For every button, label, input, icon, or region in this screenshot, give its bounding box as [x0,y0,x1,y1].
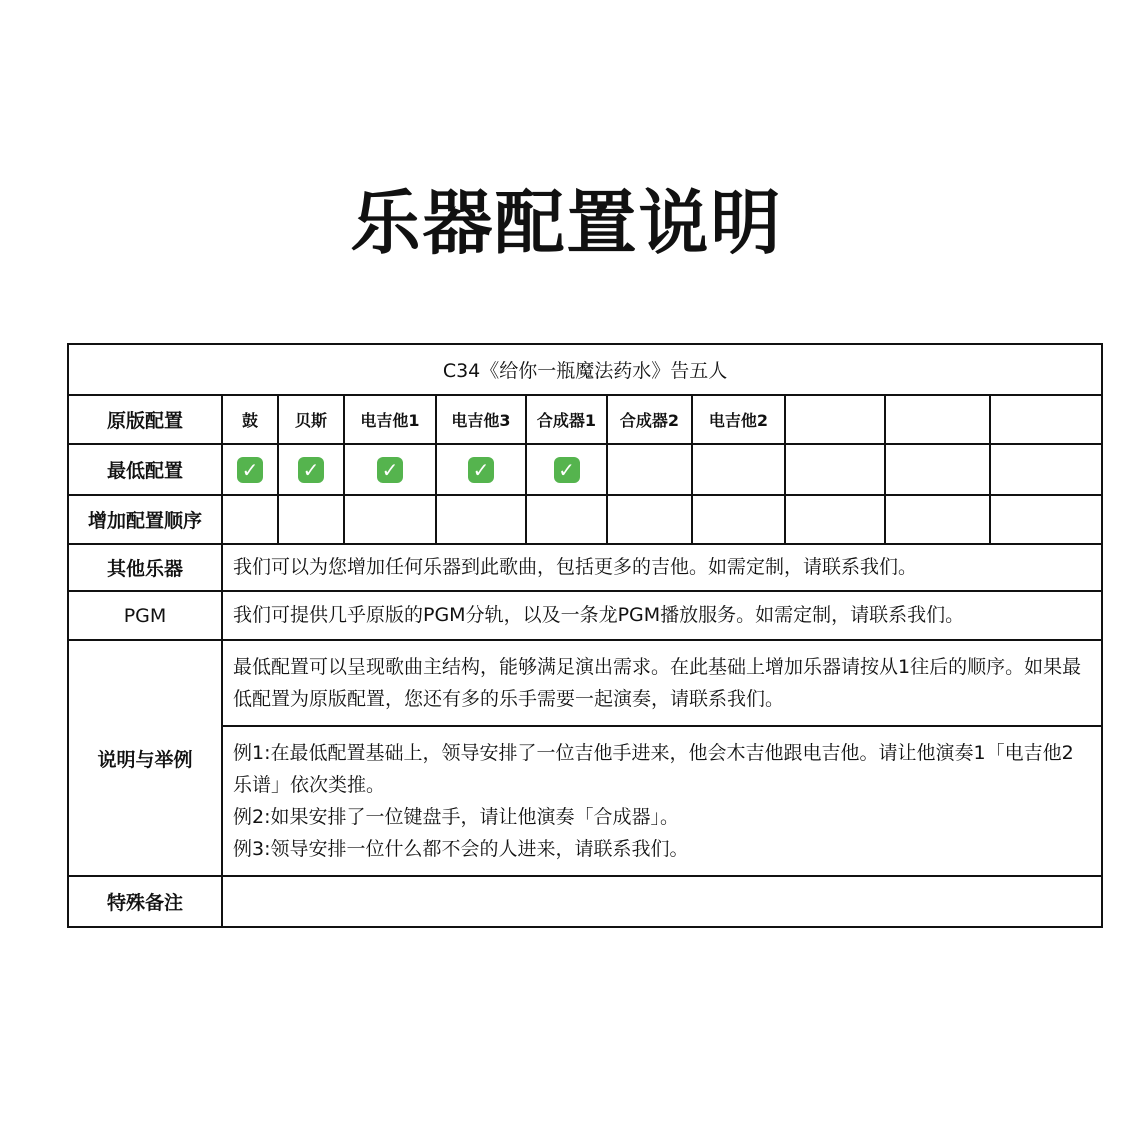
explain-row [68,640,1102,726]
row-label-others: 其他乐器 [68,544,222,591]
instrument-cell: 贝斯 [278,395,344,444]
instrument-cell [885,395,990,444]
example-line: 例2:如果安排了一位键盘手，请让他演奏「合成器」。 [233,806,679,828]
notes-text [222,876,1102,927]
notes-row [68,876,1102,927]
order-cell [222,495,278,544]
order-cell [885,495,990,544]
page-title: 乐器配置说明 [350,182,783,264]
minimum-cell [278,444,344,495]
instrument-cell: 电吉他1 [344,395,436,444]
checkmark-icon: ✓ [298,457,324,483]
examples-block [222,726,1102,876]
examples-row [68,726,1102,876]
order-cell [436,495,526,544]
other-instruments-text: 我们可以为您增加任何乐器到此歌曲，包括更多的吉他。如需定制，请联系我们。 [222,544,1102,591]
row-label-pgm: PGM [68,591,222,640]
instrument-config-table [67,343,1103,928]
order-cell [526,495,607,544]
minimum-cell [222,444,278,495]
checkmark-icon: ✓ [377,457,403,483]
instrument-cell: 合成器1 [526,395,607,444]
pgm-row [68,591,1102,640]
order-cell [990,495,1102,544]
song-title: C34《给你一瓶魔法药水》告五人 [68,344,1102,395]
minimum-cell [526,444,607,495]
order-cell [692,495,785,544]
minimum-cell [344,444,436,495]
instrument-cell: 电吉他2 [692,395,785,444]
checkmark-icon: ✓ [468,457,494,483]
minimum-cell [785,444,885,495]
row-label-notes: 特殊备注 [68,876,222,927]
order-cell [607,495,692,544]
other-instruments-row [68,544,1102,591]
explain-text: 最低配置可以呈现歌曲主结构，能够满足演出需求。在此基础上增加乐器请按从1往后的顺序。如果最低配置为原版配置，您还有多的乐手需要一起演奏，请联系我们。 [222,640,1102,726]
minimum-cell [990,444,1102,495]
instrument-cell [990,395,1102,444]
checkmark-icon: ✓ [237,457,263,483]
checkmark-icon: ✓ [554,457,580,483]
row-label-minimum: 最低配置 [68,444,222,495]
order-cell [785,495,885,544]
row-label-order: 增加配置顺序 [68,495,222,544]
minimum-config-row [68,444,1102,495]
row-label-original: 原版配置 [68,395,222,444]
original-config-row [68,395,1102,444]
example-line: 例1:在最低配置基础上，领导安排了一位吉他手进来，他会木吉他跟电吉他。请让他演奏1「电吉他2乐谱」依次类推。 [233,742,1074,796]
example-line: 例3:领导安排一位什么都不会的人进来，请联系我们。 [233,838,689,860]
order-cell [344,495,436,544]
minimum-cell [607,444,692,495]
instrument-cell [785,395,885,444]
instrument-cell: 鼓 [222,395,278,444]
order-row [68,495,1102,544]
pgm-text: 我们可提供几乎原版的PGM分轨，以及一条龙PGM播放服务。如需定制，请联系我们。 [222,591,1102,640]
minimum-cell [885,444,990,495]
instrument-cell: 电吉他3 [436,395,526,444]
minimum-cell [692,444,785,495]
row-label-explain: 说明与举例 [68,640,222,876]
instrument-cell: 合成器2 [607,395,692,444]
minimum-cell [436,444,526,495]
order-cell [278,495,344,544]
